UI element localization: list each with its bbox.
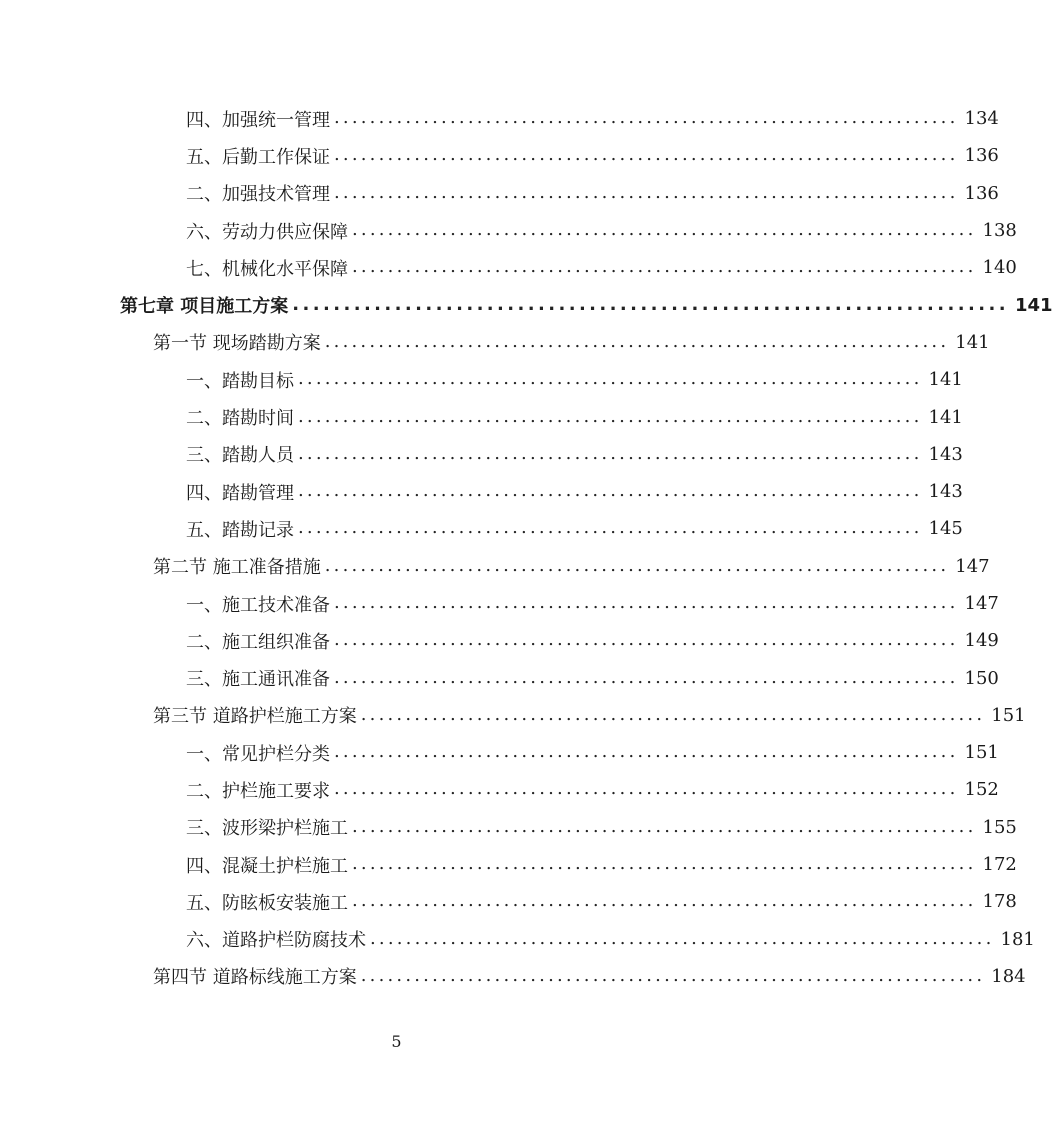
dot-leader: ...................................................................... (360, 964, 986, 986)
toc-entry[interactable] (0, 175, 999, 212)
toc-entry-title: 二、施工组织准备 (186, 631, 330, 653)
toc-entry-page: 178 (982, 891, 1017, 913)
toc-entry-page: 143 (928, 443, 963, 465)
dot-leader: ...................................................................... (324, 554, 950, 576)
toc-entry-title: 二、踏勘时间 (186, 408, 294, 430)
toc-entry[interactable] (0, 921, 1035, 958)
toc-entry[interactable] (0, 734, 999, 771)
dot-leader: ...................................................................... (334, 741, 959, 763)
toc-section-entry[interactable] (0, 324, 990, 361)
toc-chapter-entry[interactable] (0, 286, 1053, 323)
dot-leader: ...................................................................... (334, 144, 959, 166)
toc-entry-page: 141 (1014, 294, 1053, 316)
page-number: 5 (391, 1032, 402, 1051)
toc-entry-page: 136 (964, 182, 999, 204)
toc-entry-page: 143 (928, 481, 963, 503)
toc-entry[interactable] (0, 249, 1017, 286)
dot-leader: ...................................................................... (298, 442, 923, 464)
toc-entry[interactable] (0, 100, 999, 137)
toc-entry[interactable] (0, 510, 963, 547)
toc-entry[interactable] (0, 361, 963, 398)
toc-entry-page: 151 (991, 704, 1026, 726)
dot-leader: ...................................................................... (352, 815, 977, 837)
toc-entry-page: 134 (964, 108, 999, 130)
toc-entry[interactable] (0, 398, 963, 435)
toc-entry-page: 147 (955, 555, 990, 577)
toc-entry-page: 145 (928, 518, 963, 540)
toc-entry-title: 六、道路护栏防腐技术 (186, 930, 366, 952)
toc-entry-title: 一、踏勘目标 (186, 370, 294, 392)
toc-entry-title: 四、踏勘管理 (186, 482, 294, 504)
dot-leader: ...................................................................... (334, 592, 959, 613)
toc-entry-page: 151 (964, 742, 999, 764)
toc-entry-title: 第二节 施工准备措施 (153, 557, 321, 579)
dot-leader: ...................................................................... (334, 666, 959, 688)
dot-leader: ...................................................................... (334, 629, 959, 651)
toc-entry[interactable] (0, 473, 963, 510)
toc-entry-title: 三、波形梁护栏施工 (186, 818, 348, 840)
toc-section-entry[interactable] (0, 548, 990, 585)
toc-entry-page: 140 (982, 257, 1017, 279)
toc-entry-title: 四、加强统一管理 (186, 109, 330, 131)
table-of-contents (0, 100, 1053, 995)
dot-leader: ...................................................................... (298, 517, 923, 539)
dot-leader: ...................................................................... (352, 256, 977, 278)
dot-leader: ...................................................................... (298, 480, 923, 502)
toc-entry-title: 五、踏勘记录 (186, 519, 294, 541)
dot-leader: ...................................................................... (360, 703, 986, 725)
toc-entry-page: 155 (982, 816, 1017, 838)
dot-leader: ...................................................................... (298, 405, 923, 427)
toc-entry[interactable] (0, 883, 1017, 920)
toc-entry[interactable] (0, 137, 999, 174)
toc-entry[interactable] (0, 622, 999, 659)
dot-leader: ...................................................................... (334, 181, 959, 203)
toc-entry[interactable] (0, 846, 1017, 883)
dot-leader: ...................................................................... (334, 778, 959, 800)
toc-entry-title: 三、踏勘人员 (186, 445, 294, 467)
toc-entry-page: 147 (964, 593, 999, 614)
toc-entry-page: 149 (964, 630, 999, 652)
toc-entry-title: 第七章 项目施工方案 (120, 296, 289, 318)
toc-entry-title: 第一节 现场踏勘方案 (153, 333, 321, 355)
dot-leader: ...................................................................... (352, 890, 977, 912)
toc-entry-page: 138 (982, 220, 1017, 242)
toc-entry-title: 第三节 道路护栏施工方案 (153, 706, 357, 728)
toc-entry-title: 三、施工通讯准备 (186, 669, 330, 691)
toc-entry-page: 136 (964, 145, 999, 167)
toc-entry-page: 141 (928, 369, 963, 391)
toc-entry-title: 六、劳动力供应保障 (186, 221, 348, 243)
toc-entry-title: 一、常见护栏分类 (186, 743, 330, 765)
toc-entry-title: 一、施工技术准备 (186, 594, 330, 616)
toc-section-entry[interactable] (0, 958, 1026, 995)
dot-leader: ...................................................................... (334, 107, 959, 129)
toc-entry-title: 七、机械化水平保障 (186, 258, 348, 280)
dot-leader: ...................................................................... (324, 330, 950, 352)
dot-leader: ...................................................................... (298, 368, 923, 390)
toc-entry[interactable] (0, 771, 999, 808)
toc-entry-title: 二、护栏施工要求 (186, 780, 330, 802)
dot-leader: ...................................................................... (292, 293, 1009, 315)
toc-entry[interactable] (0, 436, 963, 473)
toc-section-entry[interactable] (0, 697, 1026, 734)
toc-entry-title: 第四节 道路标线施工方案 (153, 967, 357, 989)
toc-entry-page: 172 (982, 854, 1017, 876)
toc-entry-page: 141 (955, 331, 990, 353)
toc-entry-page: 150 (964, 667, 999, 689)
toc-entry-page: 152 (964, 779, 999, 801)
toc-entry-page: 181 (1000, 928, 1035, 950)
dot-leader: ...................................................................... (352, 853, 977, 875)
toc-entry-title: 五、防眩板安装施工 (186, 892, 348, 914)
toc-entry-title: 四、混凝土护栏施工 (186, 855, 348, 877)
toc-entry[interactable] (0, 212, 1017, 249)
toc-entry[interactable] (0, 659, 999, 696)
toc-entry-title: 二、加强技术管理 (186, 184, 330, 206)
toc-entry-title: 五、后勤工作保证 (186, 146, 330, 168)
dot-leader: ...................................................................... (370, 927, 995, 949)
toc-entry-page: 184 (991, 965, 1026, 987)
dot-leader: ...................................................................... (352, 219, 977, 241)
toc-entry[interactable] (0, 585, 999, 622)
toc-entry-page: 141 (928, 406, 963, 428)
toc-entry[interactable] (0, 809, 1017, 846)
